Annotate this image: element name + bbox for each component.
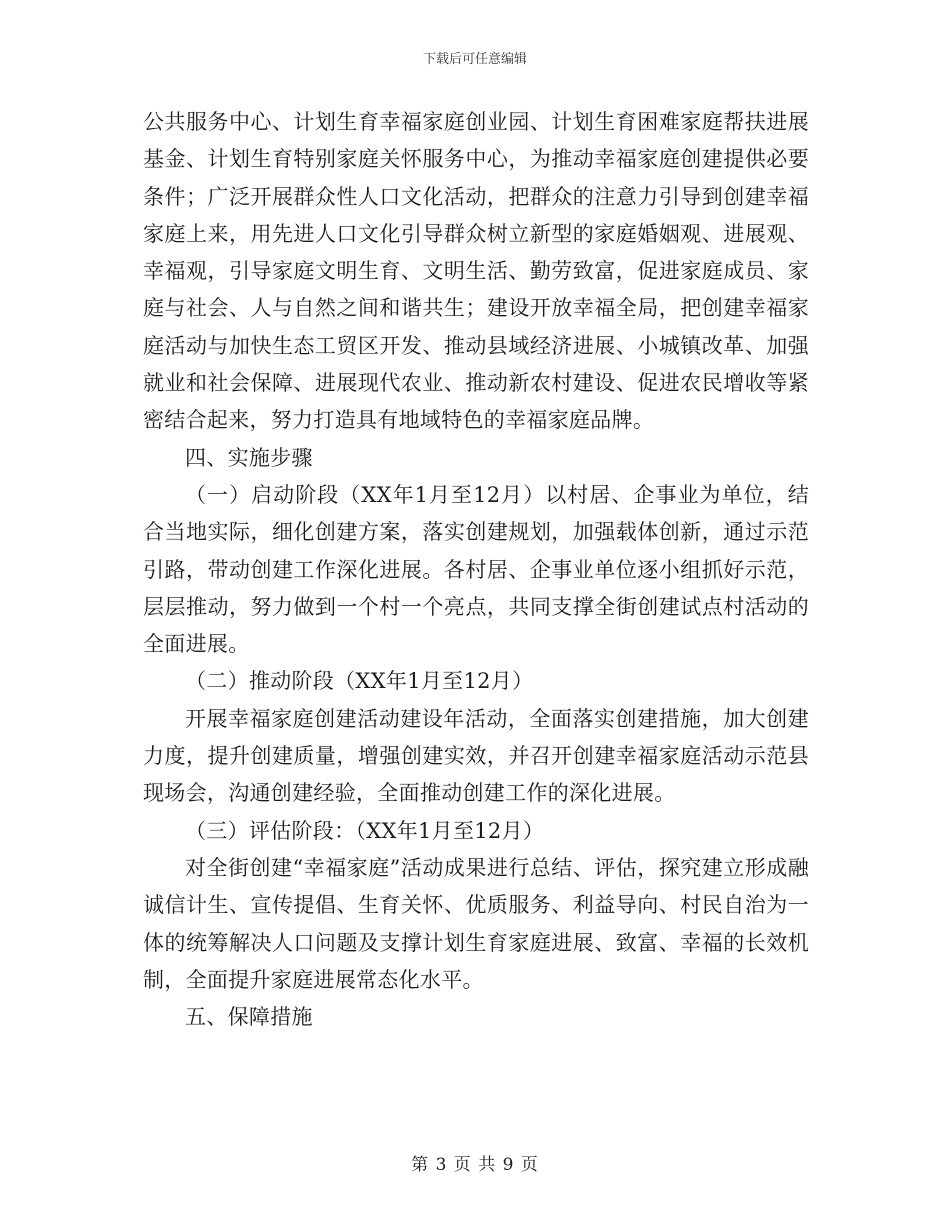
page-number: 第 3 页 共 9 页	[411, 1155, 539, 1175]
body-paragraph: 对全街创建“幸福家庭”活动成果进行总结、评估，探究建立形成融诚信计生、宣传提倡、生育关怀、优质服务、利益导向、村民自治为一体的统筹解决人口问题及支撑计划生育家庭进展、致富、幸福的长效机制，全面提升家庭进展常态化水平。	[143, 855, 809, 992]
section-heading-safeguard-measures: 五、保障措施	[185, 1005, 313, 1030]
document-body	[143, 104, 809, 1036]
page-header: 下载后可任意编辑	[422, 52, 527, 67]
body-paragraph: 开展幸福家庭创建活动建设年活动，全面落实创建措施，加大创建力度，提升创建质量，增强创建实效，并召开创建幸福家庭活动示范县现场会，沟通创建经验，全面推动创建工作的深化进展。	[143, 706, 809, 806]
subsection-heading: （三）评估阶段：（XX年1月至12月）	[185, 818, 545, 843]
body-paragraph: （一）启动阶段（XX年1月至12月）以村居、企事业为单位，结合当地实际，细化创建方案，落实创建规划，加强载体创新，通过示范引路，带动创建工作深化进展。各村居、企事业单位逐小组抓好示范，层层推动，努力做到一个村一个亮点，共同支撑全街创建试点村活动的全面进展。	[143, 482, 809, 657]
subsection-heading: （二）推动阶段（XX年1月至12月）	[185, 669, 534, 694]
section-heading-implementation-steps: 四、实施步骤	[185, 445, 313, 470]
body-paragraph: 公共服务中心、计划生育幸福家庭创业园、计划生育困难家庭帮扶进展基金、计划生育特别家庭关怀服务中心，为推动幸福家庭创建提供必要条件；广泛开展群众性人口文化活动，把群众的注意力引导到创建幸福家庭上来，用先进人口文化引导群众树立新型的家庭婚姻观、进展观、幸福观，引导家庭文明生育、文明生活、勤劳致富，促进家庭成员、家庭与社会、人与自然之间和谐共生；建设开放幸福全局，把创建幸福家庭活动与加快生态工贸区开发、推动县域经济进展、小城镇改革、加强就业和社会保障、进展现代农业、推动新农村建设、促进农民增收等紧密结合起来，努力打造具有地域特色的幸福家庭品牌。	[143, 110, 809, 433]
